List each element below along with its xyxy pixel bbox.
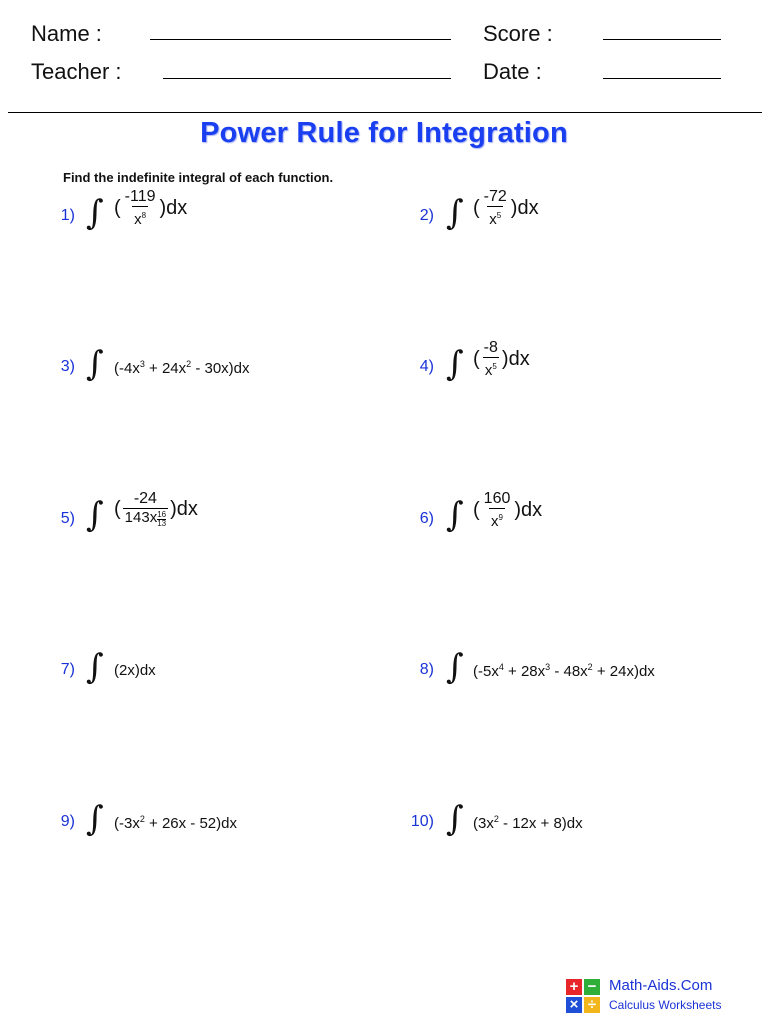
integral-symbol: ∫ bbox=[446, 495, 464, 535]
fraction: $\frac{-8}{x^5}$ bbox=[483, 339, 498, 379]
score-label: Score : bbox=[483, 21, 553, 46]
teacher-label: Teacher : bbox=[31, 59, 122, 84]
integral-symbol: ∫ bbox=[446, 344, 464, 384]
integral-symbol: ∫ bbox=[86, 647, 104, 687]
integral-symbol: ∫ bbox=[86, 193, 104, 233]
problem-number: 6) bbox=[419, 510, 434, 527]
problem-expression: $(3x^2 - 12x + 8)dx$ bbox=[473, 814, 583, 832]
integral-symbol: ∫ bbox=[446, 799, 464, 839]
page-title: Power Rule for Integration bbox=[200, 117, 568, 149]
problem-expression: $(-3x^2 + 26x - 52)dx$ bbox=[114, 814, 237, 832]
instructions: Find the indefinite integral of each function. bbox=[63, 170, 334, 185]
problem-number: 3) bbox=[60, 358, 75, 375]
problem-expression: ( $\frac{-119}{x^8}$ )dx bbox=[114, 188, 188, 228]
problem-number: 10) bbox=[410, 813, 434, 830]
problem-expression: (2x)dx bbox=[114, 662, 156, 679]
problem-expression: ( -24 143x $\frac{16}{13}$ )dx bbox=[114, 490, 198, 528]
teacher-line[interactable] bbox=[163, 78, 451, 79]
integral-symbol: ∫ bbox=[86, 799, 104, 839]
brand-name[interactable]: Math-Aids.Com bbox=[609, 977, 713, 994]
fraction: $\frac{160}{x^9}$ bbox=[483, 490, 511, 530]
problem-expression: $(-4x^3 + 24x^2 - 30x)dx$ bbox=[114, 359, 250, 377]
problem-number: 9) bbox=[60, 813, 75, 830]
math-aids-logo bbox=[564, 978, 604, 1016]
fraction: $\frac{-119}{x^8}$ bbox=[124, 188, 156, 228]
date-label: Date : bbox=[483, 59, 542, 84]
problem-expression: ( $\frac{160}{x^9}$ )dx bbox=[473, 490, 543, 530]
fraction: $\frac{-72}{x^5}$ bbox=[483, 188, 507, 228]
integral-symbol: ∫ bbox=[86, 344, 104, 384]
times-icon: × bbox=[566, 997, 582, 1013]
name-line[interactable] bbox=[150, 39, 451, 40]
problem-number: 5) bbox=[60, 510, 75, 527]
problem-number: 4) bbox=[419, 358, 434, 375]
problem-expression: $(-5x^4 + 28x^3 - 48x^2 + 24x)dx$ bbox=[473, 662, 655, 680]
problem-expression: ( $\frac{-72}{x^5}$ )dx bbox=[473, 188, 539, 228]
name-label: Name : bbox=[31, 21, 102, 46]
score-line[interactable] bbox=[603, 39, 721, 40]
brand-subtitle: Calculus Worksheets bbox=[609, 998, 722, 1012]
problem-number: 2) bbox=[419, 207, 434, 224]
plus-icon: + bbox=[566, 979, 582, 995]
minus-icon: − bbox=[584, 979, 600, 995]
integral-symbol: ∫ bbox=[446, 193, 464, 233]
problem-number: 7) bbox=[60, 661, 75, 678]
fractional-exponent: $\frac{16}{13}$ bbox=[157, 510, 167, 528]
date-line[interactable] bbox=[603, 78, 721, 79]
divide-icon: ÷ bbox=[584, 997, 600, 1013]
integral-symbol: ∫ bbox=[446, 647, 464, 687]
problem-number: 8) bbox=[419, 661, 434, 678]
fraction: -24 143x $\frac{16}{13}$ bbox=[124, 490, 167, 528]
problem-expression: ( $\frac{-8}{x^5}$ )dx bbox=[473, 339, 530, 379]
header-divider bbox=[8, 112, 762, 113]
integral-symbol: ∫ bbox=[86, 495, 104, 535]
problem-number: 1) bbox=[60, 207, 75, 224]
